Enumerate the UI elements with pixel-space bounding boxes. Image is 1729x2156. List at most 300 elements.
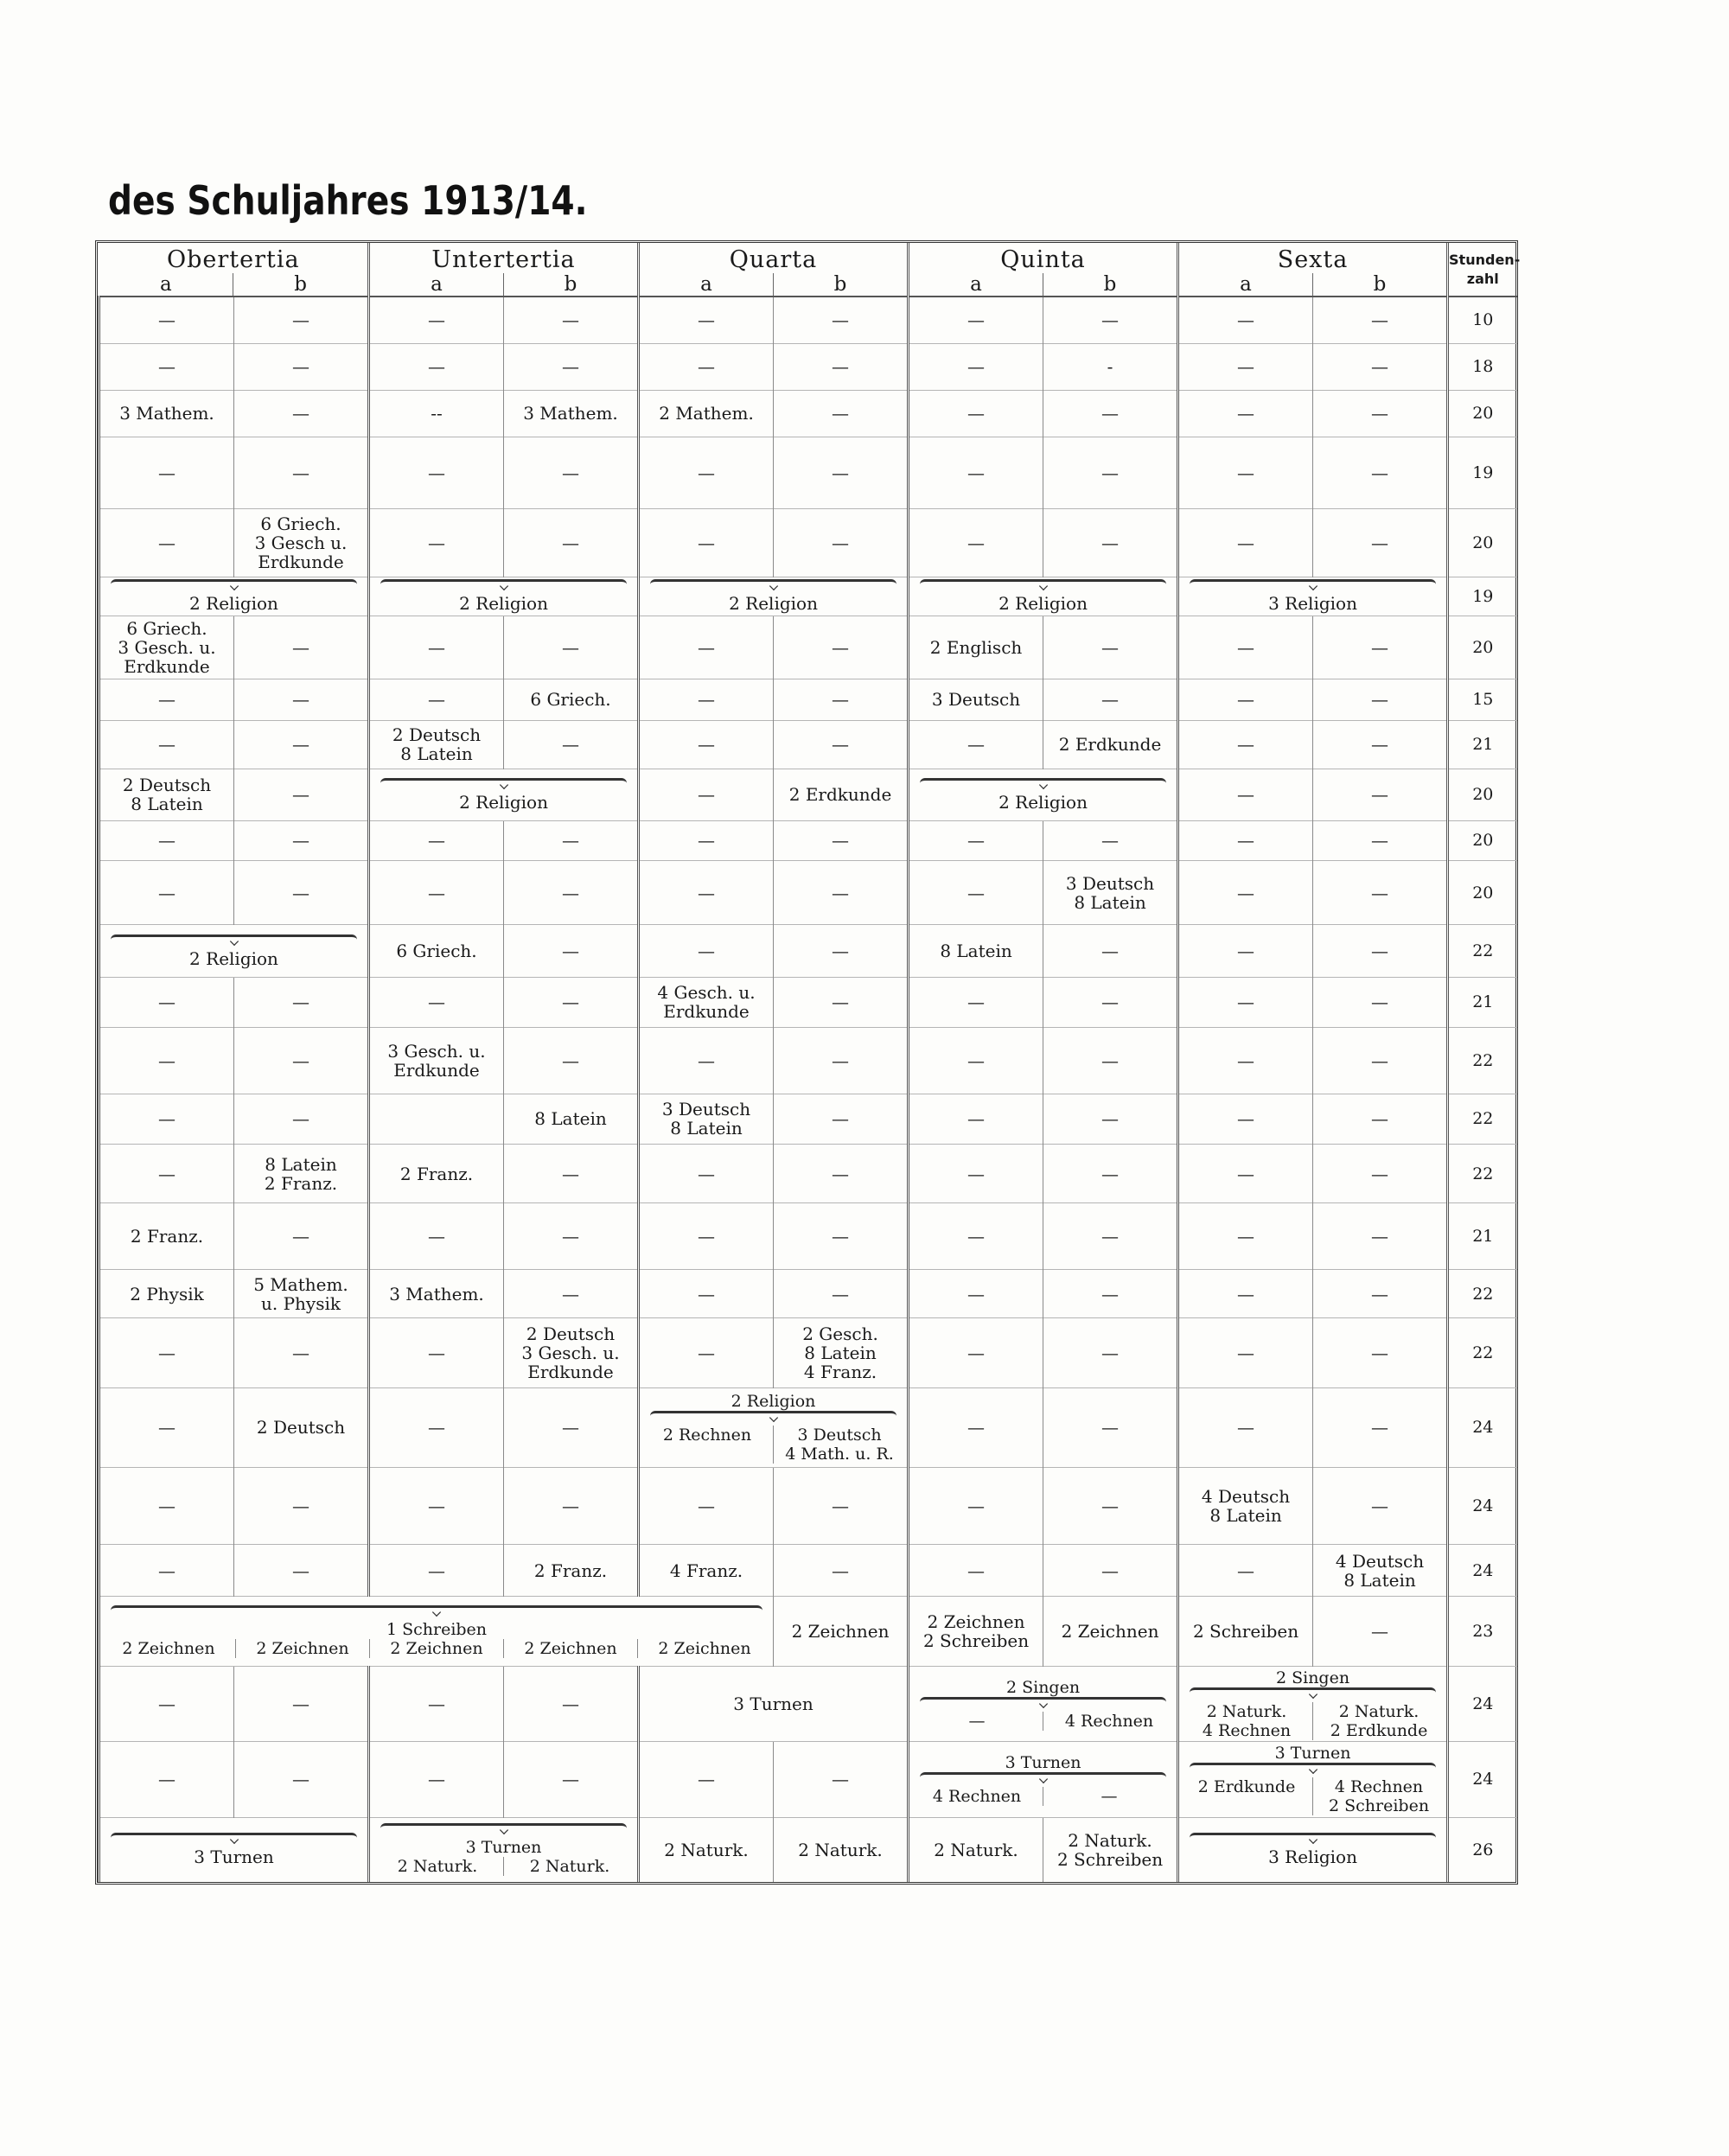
merged-cell — [369, 769, 639, 820]
lesson-text: 2 Schreiben — [1192, 1621, 1299, 1643]
merged-cell — [99, 1817, 369, 1882]
lesson-cell — [774, 297, 909, 343]
lesson-text: — — [292, 1343, 309, 1364]
lesson-text: 2 Deutsch 8 Latein — [122, 775, 212, 815]
lesson-text: — — [698, 1495, 716, 1516]
lesson-cell — [234, 860, 369, 925]
split-a: 2 Naturk. — [397, 1857, 478, 1877]
lesson-cell — [1313, 616, 1448, 679]
lesson-text: — — [1101, 992, 1120, 1013]
lesson-text: — — [158, 1560, 175, 1581]
lesson-text: — — [158, 1163, 175, 1184]
total-header-label: Stunden- zahl — [1449, 251, 1521, 287]
lesson-text: — — [1101, 1560, 1120, 1581]
lesson-text: 8 Latein 2 Franz. — [264, 1153, 338, 1194]
lesson-cell — [369, 1270, 504, 1318]
lesson-cell — [234, 616, 369, 679]
lesson-text: — — [967, 403, 986, 424]
lesson-cell — [99, 437, 234, 508]
lesson-text: — — [562, 1769, 579, 1790]
lesson-cell — [1043, 1544, 1178, 1596]
zeichnen-parts — [102, 1639, 771, 1658]
lesson-text: — — [1237, 830, 1255, 852]
lesson-cell — [99, 1318, 234, 1388]
lesson-cell — [99, 297, 234, 343]
lesson-cell — [369, 977, 504, 1027]
lesson-cell — [99, 769, 234, 820]
lesson-text: — — [158, 1049, 175, 1071]
lesson-text: 3 Religion — [1268, 1847, 1357, 1868]
lesson-text: — — [158, 1694, 175, 1715]
lesson-cell — [369, 720, 504, 769]
lesson-text: — — [698, 1163, 716, 1184]
table-row — [99, 1203, 1517, 1270]
lesson-cell — [1178, 1094, 1313, 1144]
lesson-text: — — [832, 1560, 850, 1581]
lesson-cell — [234, 720, 369, 769]
lesson-cell — [639, 679, 774, 720]
lesson-text: 2 Deutsch — [256, 1417, 346, 1438]
lesson-cell — [1313, 820, 1448, 860]
lesson-text: 3 Deutsch — [931, 689, 1021, 711]
lesson-cell — [909, 720, 1043, 769]
lesson-text: — — [967, 1049, 986, 1071]
lesson-text: — — [967, 309, 986, 331]
lesson-cell — [1043, 720, 1178, 769]
lesson-cell — [1313, 343, 1448, 390]
lesson-text: — — [967, 830, 986, 852]
lesson-cell — [1313, 508, 1448, 577]
lesson-cell — [504, 925, 639, 977]
lesson-cell — [234, 1027, 369, 1094]
lesson-text: — — [562, 462, 579, 483]
lesson-cell — [504, 1544, 639, 1596]
lesson-text: — — [967, 734, 986, 756]
lesson-cell — [774, 437, 909, 508]
lesson-text: — — [832, 992, 850, 1013]
lesson-text: — — [428, 1343, 445, 1364]
lesson-text: 2 Naturk. 2 Schreiben — [1056, 1829, 1164, 1870]
lesson-text: — — [292, 734, 309, 756]
lesson-cell — [234, 1544, 369, 1596]
lesson-cell — [1178, 769, 1313, 820]
lesson-text: — — [1237, 1343, 1255, 1364]
lesson-text: — — [698, 689, 716, 711]
lesson-text: — — [562, 1417, 579, 1438]
lesson-text: — — [428, 1495, 445, 1516]
hours-total: 26 — [1448, 1817, 1517, 1882]
lesson-cell — [909, 1388, 1043, 1467]
lesson-text: — — [698, 356, 716, 377]
lesson-text: — — [832, 941, 850, 961]
lesson-cell — [1178, 1544, 1313, 1596]
lesson-text: — — [1371, 1495, 1389, 1516]
lesson-cell — [909, 1094, 1043, 1144]
lesson-text: — — [158, 689, 175, 711]
lesson-cell — [1178, 1597, 1313, 1667]
table-row — [99, 390, 1517, 437]
brace-mark — [1190, 1763, 1436, 1774]
lesson-cell — [99, 1270, 234, 1318]
merged-cell — [99, 925, 369, 977]
lesson-text: — — [1101, 689, 1120, 711]
lesson-text: — — [428, 1560, 445, 1581]
lesson-cell — [504, 1027, 639, 1094]
table-row — [99, 1388, 1517, 1467]
lesson-text: — — [832, 734, 850, 756]
lesson-text: — — [428, 1417, 445, 1438]
lesson-text: — — [1371, 356, 1389, 377]
lesson-text: — — [562, 356, 579, 377]
lesson-cell — [1043, 1467, 1178, 1544]
zeichnen-part: 2 Zeichnen — [122, 1638, 215, 1658]
lesson-cell — [774, 1094, 909, 1144]
lesson-text: — — [832, 637, 850, 659]
group-label: Sexta — [1277, 246, 1349, 273]
lesson-text: — — [158, 1769, 175, 1790]
lesson-cell — [1043, 1597, 1178, 1667]
group-label: Untertertia — [431, 246, 576, 273]
lesson-cell — [909, 977, 1043, 1027]
lesson-cell — [369, 1027, 504, 1094]
lesson-cell — [234, 1318, 369, 1388]
sub-label-a: a — [970, 272, 982, 296]
lesson-text: — — [1371, 1163, 1389, 1184]
zeichnen-part: 2 Zeichnen — [235, 1639, 369, 1658]
table-row — [99, 1270, 1517, 1318]
lesson-cell — [1043, 1388, 1178, 1467]
split-pair — [1181, 1702, 1445, 1740]
merged-cell — [909, 577, 1178, 616]
lesson-text: 6 Griech. 3 Gesch u. Erdkunde — [254, 513, 348, 572]
lesson-text: — — [292, 1560, 309, 1581]
lesson-cell — [639, 860, 774, 925]
timetable-sheet — [95, 240, 1521, 1885]
lesson-cell — [99, 390, 234, 437]
merged-cell — [1178, 1817, 1448, 1882]
lesson-cell — [234, 679, 369, 720]
split-b: 4 Rechnen 2 Schreiben — [1312, 1777, 1445, 1815]
split-cell — [1178, 1742, 1448, 1817]
lesson-cell — [1178, 1027, 1313, 1094]
group-header-sexta — [1178, 243, 1448, 297]
split-a: 4 Rechnen — [932, 1786, 1022, 1806]
lesson-cell — [504, 1388, 639, 1467]
lesson-text: — — [428, 1226, 445, 1247]
lesson-cell — [774, 925, 909, 977]
lesson-text: — — [1101, 309, 1120, 331]
lesson-text: — — [967, 1343, 986, 1364]
lesson-text: — — [428, 689, 445, 711]
split-top-label: 3 Turnen — [1005, 1752, 1081, 1772]
lesson-text: — — [832, 356, 850, 377]
lesson-text: — — [832, 462, 850, 483]
lesson-text: — — [1237, 403, 1255, 424]
lesson-text: — — [292, 356, 309, 377]
sub-label-a: a — [160, 272, 172, 296]
lesson-text: — — [562, 532, 579, 553]
lesson-cell — [909, 1027, 1043, 1094]
lesson-cell — [99, 1544, 234, 1596]
lesson-cell — [1043, 1817, 1178, 1882]
table-row — [99, 860, 1517, 925]
lesson-cell — [1043, 508, 1178, 577]
lesson-text: 6 Griech. — [530, 689, 611, 711]
lesson-text: — — [1237, 1560, 1255, 1581]
lesson-cell — [1043, 616, 1178, 679]
lesson-text: — — [292, 830, 309, 852]
lesson-cell — [909, 437, 1043, 508]
table-row — [99, 679, 1517, 720]
hours-total: 21 — [1448, 977, 1517, 1027]
lesson-text: 2 Mathem. — [659, 403, 754, 424]
lesson-text: — — [158, 992, 175, 1013]
lesson-text: — — [832, 1769, 850, 1790]
lesson-cell — [909, 1544, 1043, 1596]
lesson-cell — [639, 616, 774, 679]
lesson-cell — [639, 297, 774, 343]
lesson-text: — — [428, 532, 445, 553]
lesson-text: 4 Franz. — [669, 1560, 743, 1581]
lesson-text: — — [158, 532, 175, 553]
lesson-cell — [1178, 820, 1313, 860]
lesson-text: 2 Zeichnen — [791, 1621, 890, 1643]
hours-total: 22 — [1448, 925, 1517, 977]
lesson-cell — [1043, 437, 1178, 508]
lesson-text: — — [967, 1560, 986, 1581]
lesson-cell — [1178, 1203, 1313, 1270]
lesson-cell — [99, 1027, 234, 1094]
merged-cell — [909, 769, 1178, 820]
lesson-cell — [774, 390, 909, 437]
lesson-text: — — [698, 1769, 716, 1790]
lesson-text: — — [428, 1694, 445, 1715]
lesson-text: 3 Mathem. — [119, 403, 214, 424]
split-a: 2 Naturk. 4 Rechnen — [1202, 1701, 1292, 1740]
lesson-text: 2 Franz. — [399, 1163, 474, 1184]
lesson-text: — — [967, 532, 986, 553]
lesson-cell — [369, 1667, 504, 1742]
lesson-text: 2 Naturk. — [934, 1839, 1018, 1860]
lesson-text: — — [428, 882, 445, 903]
lesson-text: — — [292, 1049, 309, 1071]
lesson-cell — [369, 437, 504, 508]
lesson-cell — [234, 769, 369, 820]
lesson-text: 6 Griech. 3 Gesch. u. Erdkunde — [118, 618, 216, 678]
lesson-cell — [639, 508, 774, 577]
lesson-cell — [1043, 679, 1178, 720]
lesson-text: 2 Religion — [998, 791, 1088, 813]
lesson-cell — [369, 1742, 504, 1817]
lesson-cell — [909, 1270, 1043, 1318]
lesson-cell — [1178, 720, 1313, 769]
lesson-text: 2 Religion — [729, 593, 818, 615]
lesson-text: — — [832, 882, 850, 903]
lesson-text: — — [832, 1495, 850, 1516]
lesson-cell — [909, 860, 1043, 925]
brace-mark — [380, 1823, 627, 1834]
lesson-cell — [1178, 390, 1313, 437]
lesson-cell — [504, 437, 639, 508]
table-row — [99, 1597, 1517, 1667]
lesson-cell — [1313, 1270, 1448, 1318]
lesson-cell — [504, 977, 639, 1027]
lesson-text: — — [698, 462, 716, 483]
table-row — [99, 1544, 1517, 1596]
lesson-text: — — [1371, 830, 1389, 852]
table-row — [99, 1742, 1517, 1817]
lesson-text: — — [158, 309, 175, 331]
lesson-text: — — [1371, 309, 1389, 331]
lesson-text: — — [562, 1495, 579, 1516]
brace-mark — [1190, 579, 1436, 590]
split-cell — [909, 1667, 1178, 1742]
brace-mark — [920, 1697, 1166, 1708]
lesson-text: -- — [431, 403, 443, 424]
lesson-cell — [1043, 1203, 1178, 1270]
lesson-text: — — [562, 1283, 579, 1304]
table-row — [99, 616, 1517, 679]
lesson-text: — — [158, 1108, 175, 1130]
lesson-text: 2 Erdkunde — [788, 784, 892, 806]
lesson-cell — [1313, 1203, 1448, 1270]
lesson-text: — — [562, 882, 579, 903]
lesson-cell — [639, 977, 774, 1027]
table-row — [99, 508, 1517, 577]
lesson-text: — — [1371, 532, 1389, 553]
lesson-text: — — [562, 992, 579, 1013]
lesson-cell — [234, 1144, 369, 1203]
lesson-text: 2 Religion — [189, 947, 278, 969]
lesson-cell — [1313, 1597, 1448, 1667]
lesson-cell — [639, 437, 774, 508]
lesson-text: — — [292, 1495, 309, 1516]
table-row — [99, 343, 1517, 390]
lesson-cell — [99, 1144, 234, 1203]
lesson-cell — [639, 1027, 774, 1094]
lesson-text: — — [1237, 734, 1255, 756]
hours-total: 22 — [1448, 1027, 1517, 1094]
lesson-text: — — [832, 309, 850, 331]
lesson-cell — [504, 860, 639, 925]
lesson-cell — [504, 679, 639, 720]
lesson-cell — [1178, 343, 1313, 390]
brace-mark — [111, 934, 357, 946]
lesson-text: — — [428, 992, 445, 1013]
sub-label-a: a — [700, 272, 712, 296]
lesson-text: — — [292, 1108, 309, 1130]
lesson-cell — [1313, 769, 1448, 820]
lesson-text: — — [428, 309, 445, 331]
lesson-cell — [909, 1318, 1043, 1388]
lesson-text: 5 Mathem. u. Physik — [253, 1273, 348, 1314]
hours-total: 21 — [1448, 720, 1517, 769]
brace-mark — [1190, 1687, 1436, 1699]
document-title: des Schuljahres 1913/14. — [108, 177, 588, 224]
lesson-cell — [909, 1597, 1043, 1667]
lesson-text: — — [292, 992, 309, 1013]
lesson-text: — — [1237, 1049, 1255, 1071]
lesson-cell — [909, 1467, 1043, 1544]
lesson-text: — — [158, 1417, 175, 1438]
lesson-cell — [369, 820, 504, 860]
table-row — [99, 820, 1517, 860]
lesson-cell — [504, 616, 639, 679]
lesson-text: — — [562, 637, 579, 659]
lesson-cell — [909, 343, 1043, 390]
lesson-text: 2 Religion — [459, 593, 548, 615]
lesson-text: — — [1101, 532, 1120, 553]
lesson-cell — [774, 679, 909, 720]
lesson-cell — [99, 616, 234, 679]
lesson-text: — — [967, 992, 986, 1013]
sub-label-b: b — [773, 273, 907, 296]
lesson-cell — [369, 860, 504, 925]
lesson-cell — [909, 679, 1043, 720]
lesson-text: — — [158, 882, 175, 903]
table-row — [99, 1318, 1517, 1388]
lesson-cell — [1313, 1318, 1448, 1388]
group-label: Quarta — [729, 246, 818, 273]
lesson-cell — [774, 1270, 909, 1318]
lesson-text: — — [1101, 1417, 1120, 1438]
group-header-quinta — [909, 243, 1178, 297]
lesson-cell — [1178, 1388, 1313, 1467]
lesson-text: — — [1237, 1417, 1255, 1438]
split-top-label: 2 Singen — [1005, 1677, 1081, 1697]
lesson-text: — — [428, 830, 445, 852]
lesson-text: — — [698, 1226, 716, 1247]
timetable — [98, 243, 1521, 1882]
lesson-cell — [234, 508, 369, 577]
lesson-cell — [99, 343, 234, 390]
lesson-text: — — [1371, 1621, 1389, 1643]
lesson-text: 2 Deutsch 8 Latein — [392, 724, 482, 765]
lesson-cell — [1178, 860, 1313, 925]
lesson-text: 2 Religion — [459, 791, 548, 813]
lesson-cell — [774, 1544, 909, 1596]
lesson-text: 2 Naturk. — [798, 1839, 883, 1860]
lesson-text: — — [1101, 830, 1120, 852]
header-row — [99, 243, 1517, 297]
split-cell — [639, 1388, 909, 1467]
lesson-text: 3 Turnen — [194, 1847, 274, 1868]
hours-total: 19 — [1448, 437, 1517, 508]
sub-label-a: a — [431, 272, 443, 296]
lesson-cell — [909, 616, 1043, 679]
split-pair — [1181, 1777, 1445, 1815]
hours-total: 24 — [1448, 1388, 1517, 1467]
merged-cell — [1178, 577, 1448, 616]
lesson-text: — — [698, 941, 716, 961]
lesson-text: — — [967, 1108, 986, 1130]
lesson-cell — [1043, 860, 1178, 925]
lesson-cell — [1178, 1270, 1313, 1318]
lesson-text: — — [1371, 403, 1389, 424]
lesson-text: — — [1101, 1226, 1120, 1247]
lesson-cell — [369, 616, 504, 679]
table-row — [99, 977, 1517, 1027]
lesson-cell — [774, 1203, 909, 1270]
lesson-text: — — [562, 830, 579, 852]
lesson-cell — [1043, 925, 1178, 977]
lesson-text: 4 Deutsch 8 Latein — [1335, 1550, 1425, 1591]
lesson-text: — — [698, 830, 716, 852]
table-row — [99, 1667, 1517, 1742]
lesson-cell — [909, 1817, 1043, 1882]
lesson-text: 3 Mathem. — [523, 403, 618, 424]
lesson-text: — — [428, 1769, 445, 1790]
